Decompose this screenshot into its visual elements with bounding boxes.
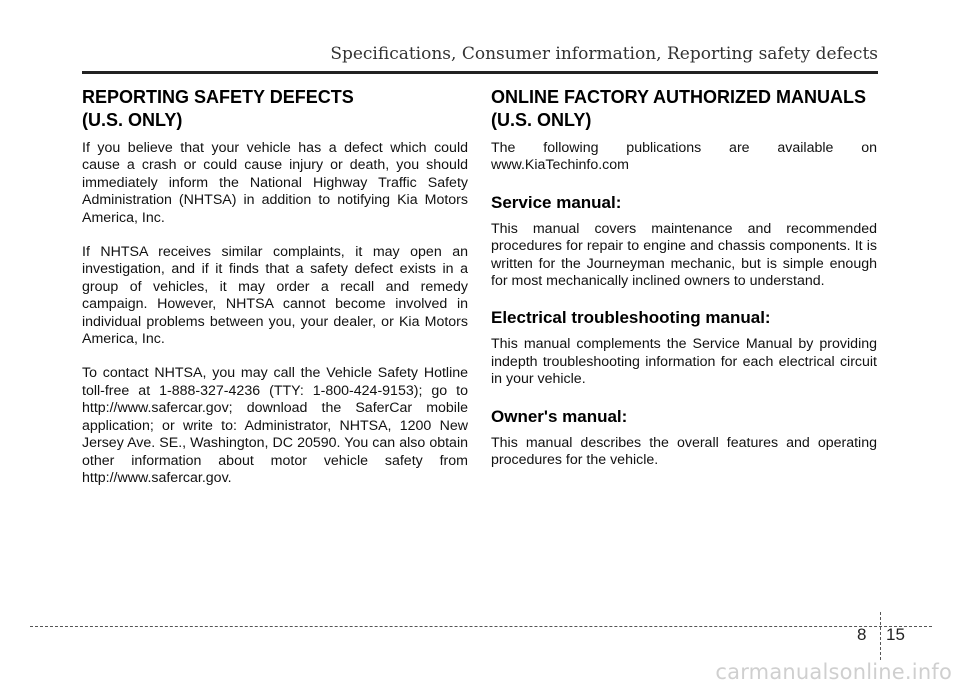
watermark: carmanualsonline.info	[715, 660, 952, 684]
service-manual-heading: Service manual:	[491, 192, 622, 212]
header-rule	[82, 71, 878, 74]
paragraph-contact-nhtsa: To contact NHTSA, you may call the Vehicle Safety Hotline toll-free at 1-888-327-4236 (TTY: 1-800-424-9153); go to http://www.safercar.gov; download the SaferCar mobile application; or write to: Administrator, NHTSA, 1200 New Jersey Ave. SE., Washington, DC 20590. You can also obtain other information about motor vehicle safety from http://www.safercar.gov.	[82, 365, 468, 486]
reporting-safety-defects-heading	[82, 86, 468, 132]
online-manuals-heading	[491, 86, 877, 132]
right-column	[491, 86, 877, 469]
chapter-number: 8	[857, 625, 867, 644]
electrical-manual-description: This manual complements the Service Manual by providing indepth troubleshooting information for each electrical circuit in your vehicle.	[491, 336, 877, 388]
owners-manual-heading: Owner's manual:	[491, 406, 628, 426]
paragraph-defect-notice: If you believe that your vehicle has a defect which could cause a crash or could cause injury or death, you should immediately inform the National Highway Traffic Safety Administration (NHTSA) in addition to notifying Kia Motors America, Inc.	[82, 140, 468, 226]
heading-line-1: REPORTING SAFETY DEFECTS	[82, 87, 354, 107]
heading-line-1: ONLINE FACTORY AUTHORIZED MANUALS	[491, 87, 867, 107]
publications-intro: The following publications are available on www.KiaTechinfo.com	[491, 140, 877, 174]
paragraph-nhtsa-investigation: If NHTSA receives similar complaints, it may open an investigation, and if it finds that a safety defect exists in a group of vehicles, it may order a recall and remedy campaign. However, NHTSA cannot become involved in individual problems between you, your dealer, or Kia Motors America, Inc.	[82, 244, 468, 348]
service-manual-description: This manual covers maintenance and recommended procedures for repair to engine and chassis components. It is written for the Journeyman mechanic, but is simple enough for most mechanically inclined owners to understand.	[491, 220, 877, 290]
footer-rule	[30, 626, 932, 627]
running-header: Specifications, Consumer information, Reporting safety defects	[330, 44, 878, 64]
heading-line-2: (U.S. ONLY)	[82, 110, 183, 130]
page-number: 15	[886, 625, 905, 644]
electrical-manual-heading: Electrical troubleshooting manual:	[491, 308, 771, 328]
owners-manual-description: This manual describes the overall features and operating procedures for the vehicle.	[491, 434, 877, 469]
heading-line-2: (U.S. ONLY)	[491, 110, 592, 130]
left-column	[82, 86, 468, 487]
page-number-divider	[880, 612, 881, 660]
